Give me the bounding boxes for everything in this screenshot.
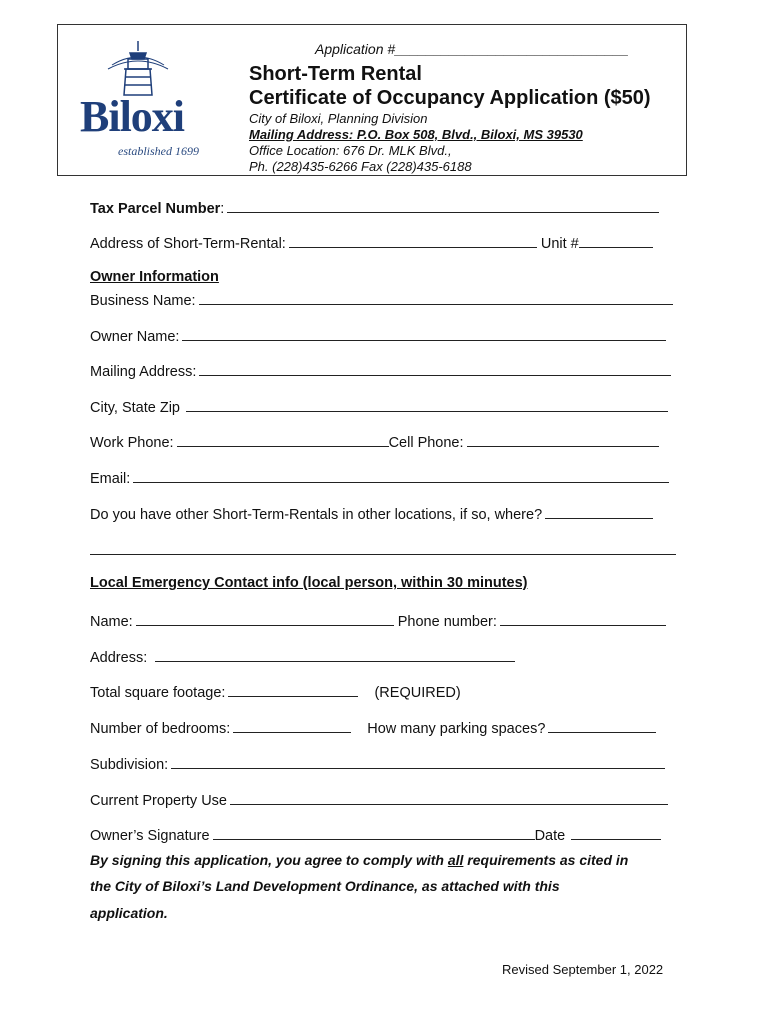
phone-fax: Ph. (228)435-6266 Fax (228)435-6188	[249, 159, 472, 174]
cell-phone-input[interactable]	[467, 432, 659, 447]
current-use-label: Current Property Use	[90, 793, 227, 809]
agreement-emphasis: all	[447, 852, 464, 868]
mailing-address: Mailing Address: P.O. Box 508, Blvd., Biloxi, MS 39530	[249, 127, 583, 142]
owner-info-heading: Owner Information	[90, 269, 219, 285]
mailing-address-input[interactable]	[199, 361, 671, 376]
owner-name-label: Owner Name:	[90, 329, 180, 345]
ec-name-input[interactable]	[136, 611, 394, 626]
unit-label: Unit #	[540, 236, 579, 252]
logo-established: established 1699	[118, 144, 199, 158]
bedrooms-input[interactable]	[233, 718, 351, 733]
other-rentals-input[interactable]	[545, 504, 653, 519]
other-rentals-label: Do you have other Short-Term-Rentals in other locations, if so, where?	[90, 507, 543, 523]
tax-parcel-input[interactable]	[227, 198, 659, 213]
city-state-zip-input[interactable]	[186, 397, 668, 412]
email-input[interactable]	[133, 468, 669, 483]
city-state-zip-label: City, State Zip	[90, 400, 180, 416]
title-line-2: Certificate of Occupancy Application ($50)	[249, 87, 651, 109]
emergency-contact-heading: Local Emergency Contact info (local person, within 30 minutes)	[90, 575, 528, 591]
ec-address-input[interactable]	[155, 647, 515, 662]
other-rentals-row-2	[90, 540, 676, 559]
agreement-text-1: By signing this application, you agree to comply with	[90, 852, 448, 868]
ec-name-label: Name:	[90, 614, 133, 630]
business-name-row	[90, 290, 673, 309]
agreement-line-1	[90, 852, 628, 868]
parking-input[interactable]	[548, 718, 656, 733]
work-phone-label: Work Phone:	[90, 435, 174, 451]
owner-name-input[interactable]	[182, 326, 666, 341]
header-box	[57, 24, 687, 176]
ec-address-row	[90, 647, 515, 666]
title-line-1: Short-Term Rental	[249, 63, 422, 85]
tax-parcel-row: Tax Parcel Number:	[90, 198, 659, 217]
ec-name-row	[90, 611, 666, 630]
bedrooms-row	[90, 718, 656, 737]
parking-label: How many parking spaces?	[367, 721, 546, 737]
business-name-input[interactable]	[199, 290, 673, 305]
logo-wordmark: Biloxi	[80, 92, 185, 141]
subdivision-label: Subdivision:	[90, 757, 169, 773]
revision-date: Revised September 1, 2022	[502, 962, 664, 977]
ec-address-label: Address:	[90, 650, 148, 666]
address-input[interactable]	[289, 233, 537, 248]
org-name: City of Biloxi, Planning Division	[249, 111, 428, 126]
phones-row	[90, 432, 659, 451]
agreement-line-3: application.	[90, 905, 168, 921]
signature-label: Owner’s Signature	[90, 828, 210, 844]
owner-name-row	[90, 326, 666, 345]
lighthouse-icon	[78, 39, 198, 99]
signature-input[interactable]	[213, 825, 535, 840]
sq-footage-row	[90, 682, 461, 701]
mailing-address-label: Mailing Address:	[90, 364, 197, 380]
current-use-input[interactable]	[230, 790, 668, 805]
other-rentals-row	[90, 504, 653, 523]
cell-phone-label: Cell Phone:	[388, 435, 464, 451]
ec-phone-input[interactable]	[500, 611, 666, 626]
subdivision-input[interactable]	[171, 754, 665, 769]
other-rentals-input-2[interactable]	[90, 540, 676, 555]
application-number-field[interactable]: Application #______________________________	[315, 41, 629, 57]
current-use-row	[90, 790, 668, 809]
mailing-address-row	[90, 361, 671, 380]
city-state-zip-row	[90, 397, 668, 416]
required-note: (REQUIRED)	[374, 685, 461, 701]
sq-footage-input[interactable]	[228, 682, 358, 697]
business-name-label: Business Name:	[90, 293, 196, 309]
subdivision-row	[90, 754, 665, 773]
address-label: Address of Short-Term-Rental:	[90, 236, 286, 252]
date-input[interactable]	[571, 825, 661, 840]
email-row	[90, 468, 669, 487]
email-label: Email:	[90, 471, 131, 487]
office-location: Office Location: 676 Dr. MLK Blvd.,	[249, 143, 452, 158]
work-phone-input[interactable]	[177, 432, 389, 447]
tax-parcel-label: Tax Parcel Number	[90, 201, 221, 217]
date-label: Date	[534, 828, 566, 844]
biloxi-logo	[78, 39, 198, 164]
signature-row	[90, 825, 661, 844]
ec-phone-label: Phone number:	[397, 614, 497, 630]
agreement-line-2: the City of Biloxi’s Land Development Ordinance, as attached with this	[90, 878, 560, 894]
sq-footage-label: Total square footage:	[90, 685, 226, 701]
bedrooms-label: Number of bedrooms:	[90, 721, 231, 737]
agreement-text-2: requirements as cited in	[463, 852, 629, 868]
address-row	[90, 233, 653, 252]
unit-input[interactable]	[579, 233, 653, 248]
